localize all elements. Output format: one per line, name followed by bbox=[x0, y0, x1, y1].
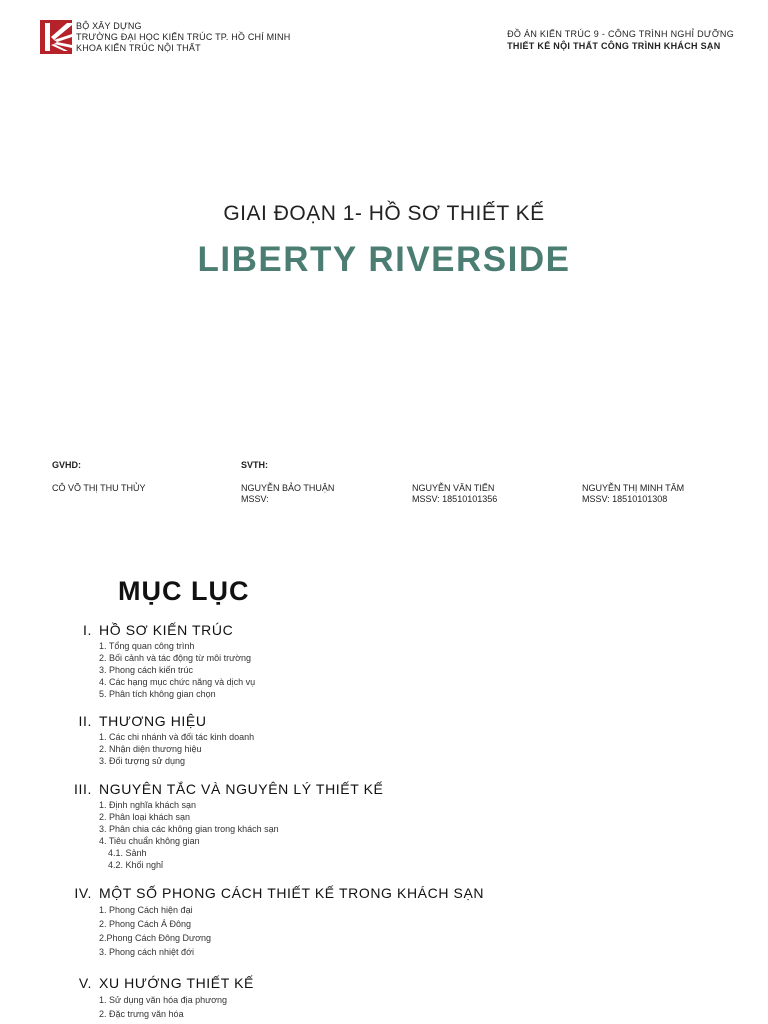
section-label: THƯƠNG HIỆU bbox=[99, 713, 207, 729]
toc-item: 2. Phong Cách Á Đông bbox=[99, 919, 192, 929]
section-label: HỒ SƠ KIẾN TRÚC bbox=[99, 622, 234, 638]
stage-title: GIAI ĐOẠN 1- HỒ SƠ THIẾT KẾ bbox=[223, 202, 545, 225]
toc-section-heading bbox=[0, 713, 768, 731]
student-id: MSSV: bbox=[241, 494, 269, 504]
toc-item: 2. Bối cảnh và tác động từ môi trường bbox=[99, 653, 252, 663]
institution-lines bbox=[76, 20, 290, 54]
toc-item: 4. Các hạng mục chức năng và dịch vụ bbox=[99, 677, 256, 687]
toc-section bbox=[0, 885, 768, 959]
subject-name: THIẾT KẾ NỘI THẤT CÔNG TRÌNH KHÁCH SẠN bbox=[507, 41, 721, 51]
toc-subitems bbox=[0, 799, 768, 871]
toc-section bbox=[0, 622, 768, 700]
toc-subitem: 4.1. Sảnh bbox=[108, 848, 147, 858]
toc-subitems bbox=[0, 731, 768, 767]
toc-section bbox=[0, 713, 768, 767]
toc-item: 1. Tổng quan công trình bbox=[99, 641, 195, 651]
university-logo-icon bbox=[40, 20, 72, 54]
section-label: XU HƯỚNG THIẾT KẾ bbox=[99, 975, 254, 991]
institution-header bbox=[40, 20, 290, 54]
section-label: NGUYÊN TẮC VÀ NGUYÊN LÝ THIẾT KẾ bbox=[99, 781, 384, 797]
toc-section bbox=[0, 975, 768, 1021]
advisor-column bbox=[52, 460, 146, 494]
student-name: NGUYỄN THỊ MINH TÂM bbox=[582, 483, 685, 493]
toc-item: 2. Phân loại khách sạn bbox=[99, 812, 191, 822]
toc-subitem: 4.2. Khối nghỉ bbox=[108, 860, 164, 870]
toc-section-heading bbox=[0, 622, 768, 640]
course-name: ĐỒ ÁN KIẾN TRÚC 9 - CÔNG TRÌNH NGHỈ DƯỠNG bbox=[507, 29, 734, 39]
student-name: NGUYỄN BẢO THUẬN bbox=[241, 483, 335, 493]
toc-item: 2. Đặc trưng văn hóa bbox=[99, 1009, 184, 1019]
faculty-name: KHOA KIẾN TRÚC NỘI THẤT bbox=[76, 43, 201, 53]
toc-section-heading bbox=[0, 781, 768, 799]
section-number: III. bbox=[74, 781, 92, 797]
toc-item: 4. Tiêu chuẩn không gian bbox=[99, 836, 200, 846]
toc-section bbox=[0, 781, 768, 871]
course-header bbox=[507, 28, 734, 52]
toc-item: 2. Nhận diện thương hiệu bbox=[99, 744, 202, 754]
toc-section-heading bbox=[0, 975, 768, 993]
toc-title: MỤC LỤC bbox=[118, 576, 250, 606]
section-label: MỘT SỐ PHONG CÁCH THIẾT KẾ TRONG KHÁCH SẠN bbox=[99, 885, 485, 901]
student-id: MSSV: 18510101356 bbox=[412, 494, 498, 504]
toc-subitems bbox=[0, 993, 768, 1021]
student-column-1 bbox=[241, 460, 334, 505]
advisor-name: CÔ VÕ THỊ THU THỦY bbox=[52, 483, 146, 493]
student-column-3 bbox=[582, 460, 684, 505]
student-column-2 bbox=[412, 460, 497, 505]
toc-subitems bbox=[0, 903, 768, 959]
section-number: I. bbox=[83, 622, 92, 638]
project-title: LIBERTY RIVERSIDE bbox=[197, 240, 571, 279]
ministry-name: BỘ XÂY DỰNG bbox=[76, 21, 142, 31]
advisor-label: GVHD: bbox=[52, 460, 81, 470]
section-number: II. bbox=[78, 713, 92, 729]
toc-item: 1. Phong Cách hiện đại bbox=[99, 905, 193, 915]
toc-item: 3. Phong cách kiến trúc bbox=[99, 665, 194, 675]
toc-item: 1. Các chi nhánh và đối tác kinh doanh bbox=[99, 732, 255, 742]
toc-item: 5. Phân tích không gian chọn bbox=[99, 689, 216, 699]
toc-item: 3. Phong cách nhiệt đới bbox=[99, 947, 194, 957]
toc-item: 2.Phong Cách Đông Dương bbox=[99, 933, 211, 943]
toc-item: 3. Đối tượng sử dụng bbox=[99, 756, 185, 766]
section-number: V. bbox=[78, 975, 92, 991]
toc-item: 1. Định nghĩa khách sạn bbox=[99, 800, 197, 810]
student-id: MSSV: 18510101308 bbox=[582, 494, 668, 504]
toc-item: 3. Phân chia các không gian trong khách sạn bbox=[99, 824, 279, 834]
student-name: NGUYỄN VĂN TIẾN bbox=[412, 483, 495, 493]
toc-item: 1. Sử dụng văn hóa địa phương bbox=[99, 995, 228, 1005]
students-label: SVTH: bbox=[241, 460, 268, 470]
toc-section-heading bbox=[0, 885, 768, 903]
section-number: IV. bbox=[74, 885, 92, 901]
university-name: TRƯỜNG ĐẠI HỌC KIẾN TRÚC TP. HỒ CHÍ MINH bbox=[76, 32, 291, 42]
toc-subitems bbox=[0, 640, 768, 700]
